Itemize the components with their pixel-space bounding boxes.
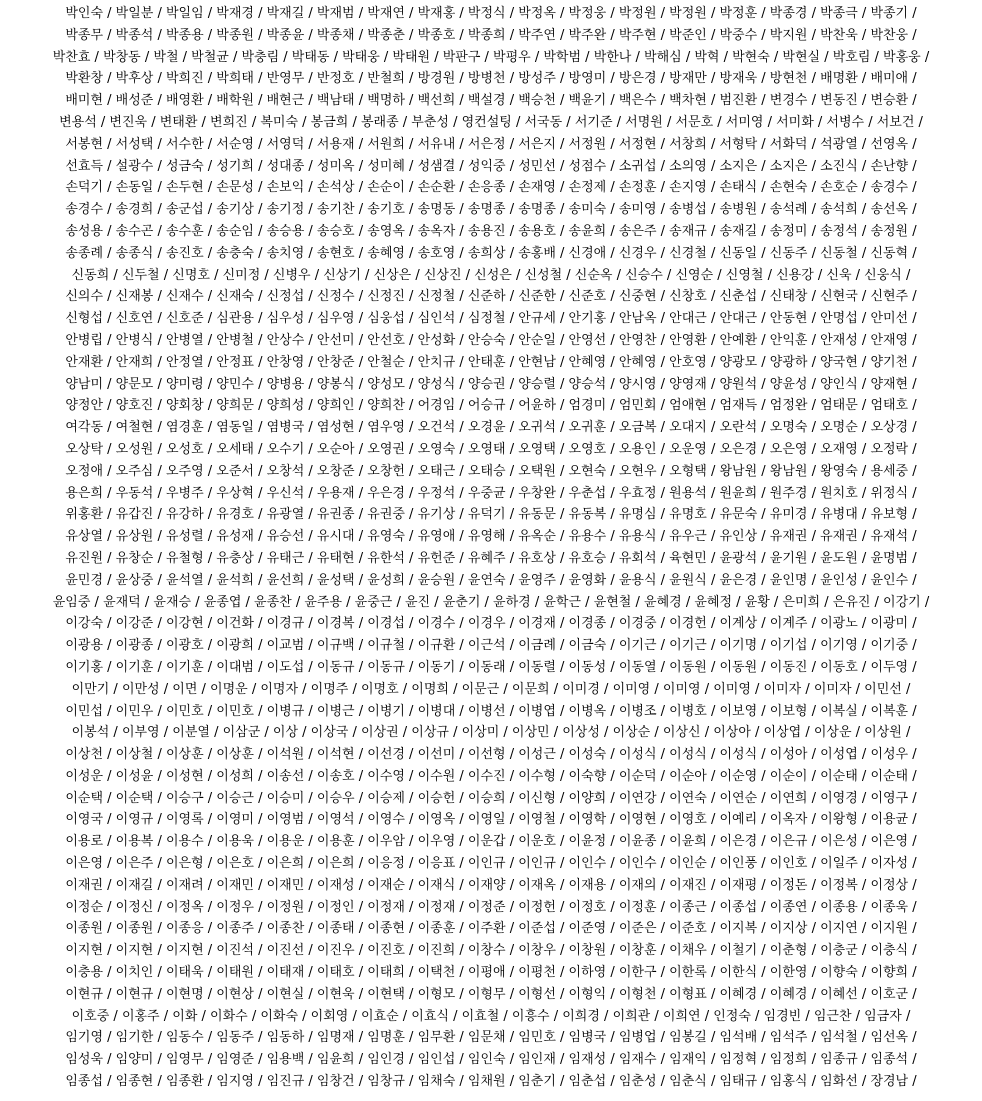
- name-line: 손덕기 / 손동일 / 손두현 / 손문성 / 손보익 / 손석상 / 손순이 / 손순환 / 손응종 / 손재영 / 손정제 / 손정훈 / 손지영 / 손태식 / 손현숙 / 손호순 / 송경수 /: [65, 180, 917, 196]
- name-line: 용은희 / 우동석 / 우병주 / 우상혁 / 우신석 / 우용재 / 우은경 / 우정석 / 우중균 / 우창완 / 우춘섭 / 우효정 / 원용석 / 원윤희 / 원주경 / 원치호 / 위정식 /: [65, 485, 917, 501]
- name-line: 안재환 / 안재희 / 안정열 / 안정표 / 안창영 / 안창준 / 안철순 / 안치규 / 안태훈 / 안현남 / 안혜영 / 안혜영 / 안호영 / 양광모 / 양광하 / 양국현 / 양기천 /: [65, 354, 917, 370]
- name-line: 이만기 / 이만성 / 이면 / 이명운 / 이명자 / 이명주 / 이명호 / 이명희 / 이문근 / 이문희 / 이미경 / 이미영 / 이미영 / 이미영 / 이미자 / 이미자 / 이민선 /: [71, 681, 911, 697]
- name-line: 박환창 / 박후상 / 박희진 / 박희태 / 반영무 / 반정호 / 반철희 / 방경원 / 방병천 / 방성주 / 방영미 / 방은경 / 방재만 / 방재욱 / 방현천 / 배명환 / 배미애 /: [65, 71, 917, 87]
- name-line: 이재권 / 이재길 / 이재려 / 이재민 / 이재민 / 이재성 / 이재순 / 이재식 / 이재양 / 이재옥 / 이재용 / 이재의 / 이재진 / 이재평 / 이정돈 / 이정복 / 이정상 /: [65, 877, 917, 893]
- name-line: 변용석 / 변진욱 / 변태환 / 변희진 / 복미숙 / 봉금희 / 봉래종 / 부춘성 / 영컨설팅 / 서국동 / 서기준 / 서명원 / 서문호 / 서미영 / 서미화 / 서병수 / 서보건 /: [59, 114, 923, 130]
- name-line: 임종섭 / 임종현 / 임종환 / 임지영 / 임진규 / 임창건 / 임창규 / 임채숙 / 임채원 / 임춘기 / 임춘섭 / 임춘성 / 임춘식 / 임태규 / 임홍식 / 임화선 / 장경남 /: [65, 1074, 917, 1090]
- name-line: 이영국 / 이영규 / 이영록 / 이영미 / 이영범 / 이영석 / 이영수 / 이영옥 / 이영일 / 이영철 / 이영학 / 이영현 / 이영호 / 이예리 / 이옥자 / 이왕형 / 이용균 /: [65, 812, 917, 828]
- name-line: 이강숙 / 이강준 / 이강현 / 이건화 / 이경규 / 이경복 / 이경섭 / 이경수 / 이경우 / 이경재 / 이경종 / 이경중 / 이경헌 / 이계상 / 이계주 / 이광노 / 이광미 /: [65, 616, 917, 632]
- name-line: 유상열 / 유상원 / 유성렬 / 유성재 / 유승선 / 유시대 / 유영숙 / 유영애 / 유영해 / 유옥순 / 유용수 / 유용식 / 유우근 / 유인상 / 유재권 / 유재권 / 유재석 /: [65, 529, 917, 545]
- name-line: 안병립 / 안병식 / 안병열 / 안병철 / 안상수 / 안선미 / 안선호 / 안성화 / 안승숙 / 안순일 / 안영선 / 안영찬 / 안영환 / 안예환 / 안익훈 / 안재성 / 안재영 /: [65, 332, 917, 348]
- name-line: 이민섭 / 이민우 / 이민호 / 이민호 / 이병규 / 이병근 / 이병기 / 이병대 / 이병선 / 이병엽 / 이병옥 / 이병조 / 이병호 / 이보영 / 이보형 / 이복실 / 이복훈 /: [65, 703, 917, 719]
- name-line: 선효득 / 설광수 / 성금숙 / 성기희 / 성대종 / 성미옥 / 성미혜 / 성샘결 / 성익중 / 성민선 / 성점수 / 소귀섭 / 소의영 / 소지은 / 소지은 / 소진식 / 손난향 /: [65, 158, 917, 174]
- name-line: 이종원 / 이종원 / 이종응 / 이종주 / 이종찬 / 이종태 / 이종현 / 이종훈 / 이주환 / 이준섭 / 이준영 / 이준은 / 이준호 / 이지복 / 이지상 / 이지연 / 이지원 /: [65, 921, 917, 937]
- name-line: 이기홍 / 이기훈 / 이기훈 / 이대범 / 이도섭 / 이동규 / 이동규 / 이동기 / 이동래 / 이동렬 / 이동성 / 이동열 / 이동원 / 이동원 / 이동진 / 이동호 / 이두영 /: [65, 659, 917, 675]
- name-line: 이지현 / 이지현 / 이지현 / 이진석 / 이진선 / 이진우 / 이진호 / 이진희 / 이창수 / 이창우 / 이창원 / 이창훈 / 이채우 / 이철기 / 이춘형 / 이충군 / 이충식 /: [65, 943, 917, 959]
- name-line: 윤민경 / 윤상중 / 윤석열 / 윤석희 / 윤선희 / 윤성택 / 윤성희 / 윤승원 / 윤연숙 / 윤영주 / 윤영화 / 윤용식 / 윤원식 / 윤은경 / 윤인명 / 윤인성 / 윤인수 /: [65, 572, 917, 588]
- name-line: 임성욱 / 임양미 / 임영무 / 임영준 / 임용백 / 임윤희 / 임인경 / 임인섭 / 임인숙 / 임인재 / 임재성 / 임재수 / 임재익 / 임정혁 / 임정희 / 임종규 / 임종석 /: [65, 1052, 917, 1068]
- name-line: 박인숙 / 박일분 / 박일임 / 박재경 / 박재길 / 박재범 / 박재연 / 박재홍 / 박정식 / 박정옥 / 박정웅 / 박정원 / 박정원 / 박정훈 / 박종경 / 박종극 / 박종기 /: [65, 6, 917, 21]
- names-list: [0, 3, 982, 1093]
- name-line: 양남미 / 양문모 / 양미령 / 양민수 / 양병용 / 양봉식 / 양성모 / 양성식 / 양승권 / 양승렬 / 양승석 / 양시영 / 양영재 / 양원석 / 양윤성 / 양인식 / 양재현 /: [65, 376, 917, 392]
- name-line: 신형섭 / 신호연 / 신호준 / 심관용 / 심우성 / 심우영 / 심웅섭 / 심인석 / 심정철 / 안규세 / 안기홍 / 안남옥 / 안대근 / 안대근 / 안동현 / 안명섭 / 안미선 /: [65, 311, 917, 327]
- name-line: 임기영 / 임기한 / 임동수 / 임동주 / 임동하 / 임명재 / 임명훈 / 임무환 / 임문채 / 임민호 / 임병국 / 임병업 / 임봉길 / 임석배 / 임석주 / 임석철 / 임선옥 /: [65, 1030, 917, 1046]
- name-line: 오정애 / 오주심 / 오주영 / 오준서 / 오창석 / 오창준 / 오창헌 / 오태근 / 오태승 / 오택원 / 오현숙 / 오현우 / 오형택 / 왕남원 / 왕남원 / 왕영숙 / 용세중 /: [65, 463, 917, 479]
- name-line: 신의수 / 신재봉 / 신재수 / 신재숙 / 신정섭 / 신정수 / 신정진 / 신정철 / 신준하 / 신준한 / 신준호 / 신중현 / 신창호 / 신춘섭 / 신태창 / 신현국 / 신현주 /: [65, 289, 917, 305]
- name-line: 송경수 / 송경희 / 송군섭 / 송기상 / 송기정 / 송기찬 / 송기호 / 송명동 / 송명종 / 송명종 / 송미숙 / 송미영 / 송병섭 / 송병원 / 송석례 / 송석희 / 송선옥 /: [65, 202, 917, 218]
- name-line: 유진원 / 유창순 / 유철형 / 유충상 / 유태근 / 유태현 / 유한석 / 유헌준 / 유혜주 / 유호상 / 유호승 / 유회석 / 육현민 / 윤광석 / 윤기원 / 윤도원 / 윤명범 /: [65, 550, 917, 566]
- name-line: 이성운 / 이성윤 / 이성현 / 이성희 / 이송선 / 이송호 / 이수영 / 이수원 / 이수진 / 이수형 / 이숙향 / 이순덕 / 이순아 / 이순영 / 이순이 / 이순태 / 이순태 /: [65, 768, 917, 784]
- name-line: 송성용 / 송수곤 / 송수훈 / 송순임 / 송승용 / 송승호 / 송영옥 / 송옥자 / 송용진 / 송용호 / 송윤희 / 송은주 / 송재규 / 송재길 / 송정미 / 송정석 / 송정원 /: [65, 223, 917, 239]
- name-line: 이광용 / 이광종 / 이광호 / 이광희 / 이교범 / 이규백 / 이규철 / 이규환 / 이근석 / 이금례 / 이금숙 / 이기근 / 이기근 / 이기명 / 이기섭 / 이기영 / 이기중 /: [65, 638, 917, 654]
- name-line: 신동희 / 신두철 / 신명호 / 신미정 / 신병우 / 신상기 / 신상은 / 신상진 / 신성은 / 신성철 / 신순옥 / 신승수 / 신영순 / 신영철 / 신용강 / 신욱 / 신웅식 /: [71, 267, 911, 283]
- name-line: 이순택 / 이순택 / 이승구 / 이승근 / 이승미 / 이승우 / 이승제 / 이승헌 / 이승희 / 이신형 / 이양희 / 이연강 / 이연숙 / 이연순 / 이연희 / 이영경 / 이영구 /: [65, 790, 917, 806]
- name-line: 서봉현 / 서성택 / 서수한 / 서순영 / 서영덕 / 서용재 / 서원희 / 서유내 / 서은정 / 서은지 / 서정원 / 서정현 / 서창희 / 서형탁 / 서화덕 / 석광열 / 선영옥 /: [65, 136, 917, 152]
- name-line: 이정순 / 이정신 / 이정옥 / 이정우 / 이정원 / 이정인 / 이정재 / 이정재 / 이정준 / 이정헌 / 이정호 / 이정훈 / 이종근 / 이종섭 / 이종연 / 이종용 / 이종욱 /: [65, 899, 917, 915]
- name-line: 송종례 / 송종식 / 송진호 / 송충숙 / 송치영 / 송현호 / 송혜영 / 송호영 / 송희상 / 송홍배 / 신경애 / 신경우 / 신경철 / 신동일 / 신동주 / 신동철 / 신동혁 /: [65, 245, 917, 261]
- name-line: 윤임중 / 윤재덕 / 윤재승 / 윤종엽 / 윤종찬 / 윤주용 / 윤중근 / 윤진 / 윤춘기 / 윤하경 / 윤학근 / 윤현철 / 윤혜경 / 윤혜정 / 윤황 / 은미희 / 은유진 / 이강기 /: [52, 594, 930, 610]
- name-line: 이충용 / 이치인 / 이태욱 / 이태원 / 이태재 / 이태호 / 이태희 / 이택천 / 이평애 / 이평천 / 이하영 / 이한구 / 이한록 / 이한식 / 이한영 / 이향숙 / 이향희 /: [65, 965, 917, 981]
- name-line: 위홍환 / 유갑진 / 유강하 / 유경호 / 유광열 / 유권종 / 유권중 / 유기상 / 유덕기 / 유동문 / 유동복 / 유명심 / 유명호 / 유문숙 / 유미경 / 유병대 / 유보형 /: [65, 507, 917, 523]
- name-line: 여각동 / 여철현 / 염경훈 / 염동일 / 염병국 / 염성현 / 염우영 / 오건석 / 오경윤 / 오귀석 / 오귀훈 / 오금복 / 오대지 / 오란석 / 오명숙 / 오명순 / 오상경 /: [65, 420, 917, 436]
- name-line: 이용로 / 이용복 / 이용수 / 이용욱 / 이용운 / 이용훈 / 이우암 / 이우영 / 이운갑 / 이운호 / 이윤정 / 이윤종 / 이윤희 / 이은경 / 이은규 / 이은성 / 이은영 /: [65, 834, 917, 850]
- name-line: 박종무 / 박종석 / 박종용 / 박종원 / 박종윤 / 박종채 / 박종춘 / 박종호 / 박종희 / 박주연 / 박주완 / 박주현 / 박준인 / 박중수 / 박지원 / 박찬욱 / 박찬웅 /: [65, 27, 917, 43]
- name-line: 오상탁 / 오성원 / 오성호 / 오세태 / 오수기 / 오순아 / 오영권 / 오영숙 / 오영태 / 오영택 / 오영호 / 오용인 / 오운영 / 오은경 / 오은영 / 오재영 / 오정락 /: [65, 441, 917, 457]
- name-line: 이호중 / 이홍주 / 이화 / 이화수 / 이화숙 / 이회영 / 이효순 / 이효식 / 이효철 / 이흥수 / 이희경 / 이희관 / 이희연 / 인정숙 / 임경빈 / 임근찬 / 임금자 /: [71, 1008, 911, 1024]
- name-line: 이봉석 / 이부영 / 이분열 / 이삼군 / 이상 / 이상국 / 이상권 / 이상규 / 이상미 / 이상민 / 이상성 / 이상순 / 이상신 / 이상아 / 이상엽 / 이상운 / 이상원 /: [71, 725, 911, 741]
- name-line: 이현규 / 이현규 / 이현명 / 이현상 / 이현실 / 이현욱 / 이현택 / 이형모 / 이형무 / 이형선 / 이형익 / 이형천 / 이형표 / 이혜경 / 이혜경 / 이혜선 / 이호군 /: [65, 986, 917, 1002]
- name-line: 이상천 / 이상철 / 이상훈 / 이상훈 / 이석원 / 이석현 / 이선경 / 이선미 / 이선형 / 이성근 / 이성숙 / 이성식 / 이성식 / 이성식 / 이성아 / 이성엽 / 이성우 /: [65, 747, 917, 763]
- name-line: 양정안 / 양호진 / 양회창 / 양희문 / 양희성 / 양희인 / 양희찬 / 어경임 / 어승규 / 어윤하 / 엄경미 / 엄민회 / 엄애현 / 엄재득 / 엄정완 / 엄태문 / 엄태호 /: [65, 398, 917, 414]
- name-line: 배미현 / 배성준 / 배영환 / 배학원 / 배현근 / 백남태 / 백명하 / 백선희 / 백설경 / 백승천 / 백윤기 / 백은수 / 백차현 / 범진환 / 변경수 / 변동진 / 변승환 /: [65, 93, 917, 109]
- name-line: 이은영 / 이은주 / 이은형 / 이은호 / 이은희 / 이은희 / 이응정 / 이응표 / 이인규 / 이인규 / 이인수 / 이인수 / 이인순 / 이인풍 / 이인호 / 이일주 / 이자성 /: [65, 856, 917, 872]
- name-line: 박찬효 / 박창동 / 박철 / 박철균 / 박충림 / 박태동 / 박태웅 / 박태원 / 박판구 / 박평우 / 박학범 / 박한나 / 박해심 / 박혁 / 박현숙 / 박현실 / 박호림 / 박홍웅 /: [52, 49, 930, 65]
